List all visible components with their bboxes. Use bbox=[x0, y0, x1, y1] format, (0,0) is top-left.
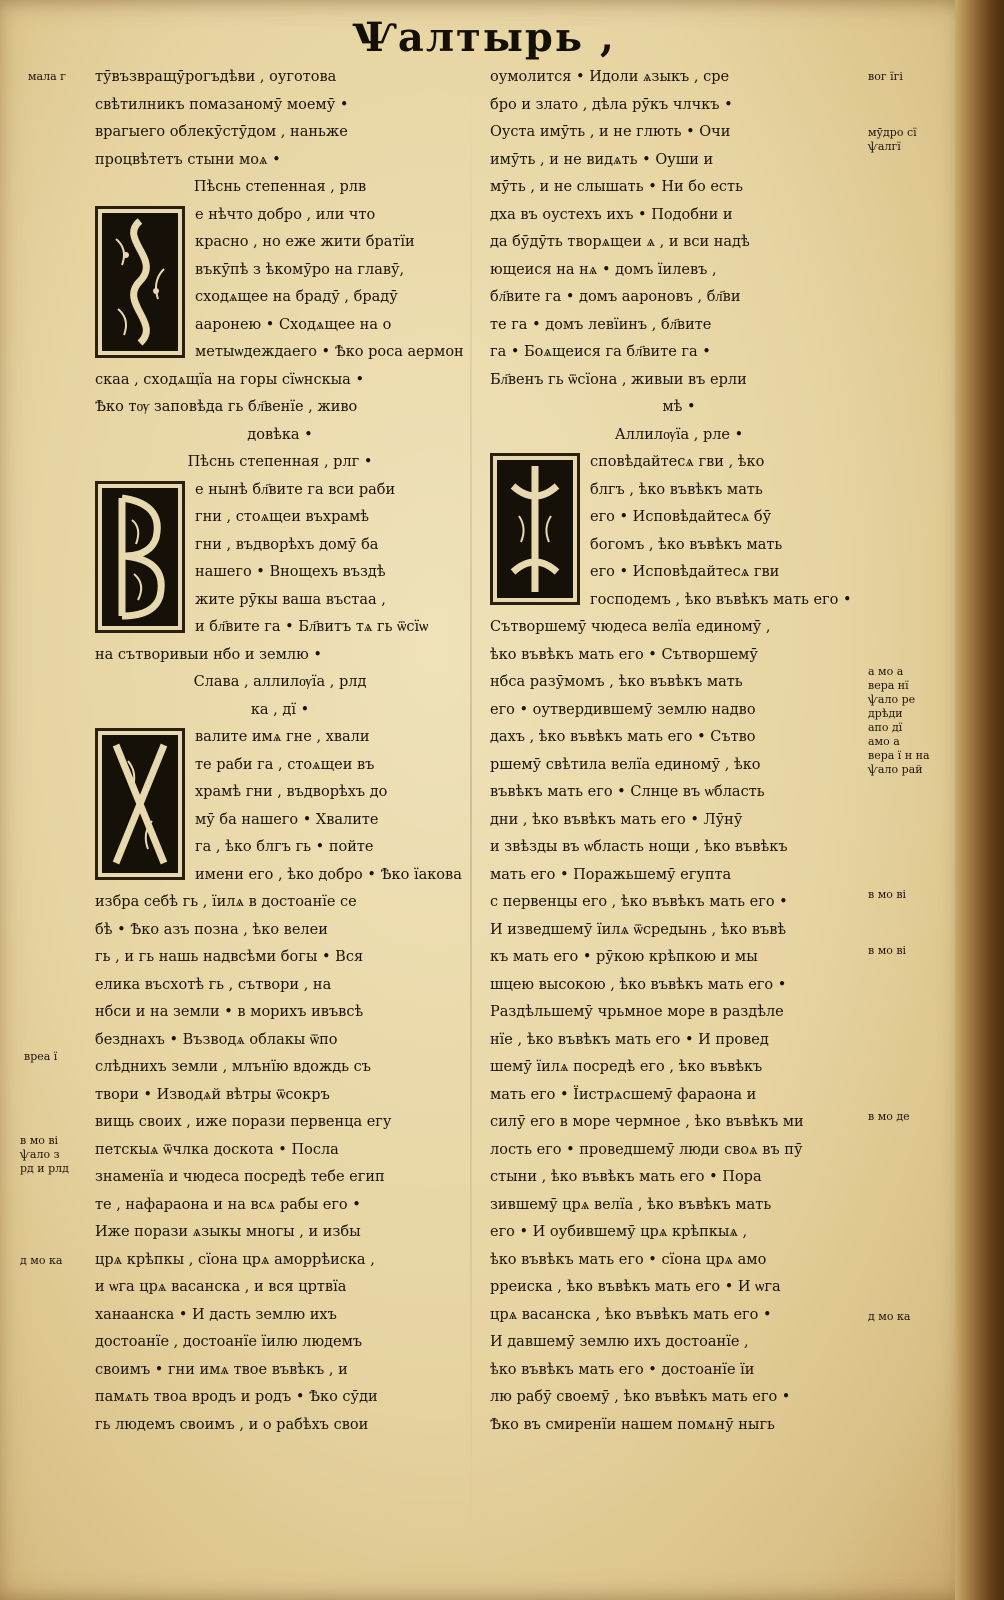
section-heading: Аллилѹїа , рле • bbox=[614, 426, 744, 443]
margin-note: в мо де bbox=[868, 1110, 910, 1123]
ornament-icon bbox=[98, 731, 182, 877]
text-line: га • Боѧщеися га бл҃вите га • bbox=[490, 344, 711, 360]
text-line: валите имѧ гне , хвали bbox=[195, 729, 370, 745]
text-line: въкӯпѣ з ѣкомӯро на главӯ, bbox=[195, 261, 405, 278]
text-line: Ѣко въ смиренїи нашем помѧнӯ ныгь bbox=[490, 1416, 775, 1433]
text-line: Бл҃венъ гь ѿсїона , живыи въ ерли bbox=[490, 371, 747, 388]
text-line: гни , стоѧщеи въхрамѣ bbox=[195, 509, 370, 525]
text-line: избра себѣ гь , їилѧ в достоанїе се bbox=[95, 894, 357, 910]
text-line: Ѣко тѹ заповѣда гь бл҃венїе , живо bbox=[95, 399, 358, 415]
margin-note: вреа ї bbox=[24, 1050, 58, 1063]
margin-note: мӯдро сї ѱалгї bbox=[868, 126, 917, 153]
page-title: Ѱалтырь , bbox=[352, 14, 616, 61]
text-line: нбса разӯмомъ , ѣко въвѣкъ мать bbox=[490, 674, 743, 690]
margin-note: а мо а вера нї ѱало ре дрѣди апо дї амо а вера ї н на ѱало рай bbox=[868, 665, 930, 776]
text-line: елика въсхотѣ гь , сътвори , на bbox=[95, 976, 332, 993]
column-gutter bbox=[470, 70, 472, 1550]
text-line: безднахъ • Възводѧ облакы ѿпо bbox=[95, 1031, 338, 1048]
margin-note: вог їгі bbox=[868, 70, 903, 83]
text-line: памѧть твоа вродъ и родъ • Ѣко сӯди bbox=[95, 1389, 378, 1405]
text-line: мѣ • bbox=[662, 399, 696, 415]
text-line: И изведшемӯ їилѧ ѿсредынь , ѣко въвѣ bbox=[490, 921, 787, 938]
margin-note: в мо ві bbox=[868, 944, 907, 957]
text-line: метыѡдеждаего • Ѣко роса аермон bbox=[195, 344, 464, 360]
text-line: дахъ , ѣко въвѣкъ мать его • Сътво bbox=[490, 729, 756, 745]
text-line: стыни , ѣко въвѣкъ мать его • Пора bbox=[490, 1169, 762, 1185]
text-line: знаменїа и чюдеса посредѣ тебе егип bbox=[95, 1169, 385, 1185]
text-line: процвѣтетъ стыни моѧ • bbox=[95, 151, 281, 168]
text-line: вищь своих , иже порази первенца егу bbox=[95, 1114, 392, 1130]
text-line: мать его • Їистрѧсшемӯ фараона и bbox=[490, 1086, 757, 1103]
text-line: господемъ , ѣко въвѣкъ мать его • bbox=[590, 591, 852, 608]
section-heading: Слава , аллилѹїа , рлд bbox=[193, 674, 367, 690]
text-line: его • Исповѣдайтесѧ бӯ bbox=[590, 509, 772, 525]
text-line: имӯть , и не видѧть • Оуши и bbox=[490, 151, 714, 168]
text-line: и ѡга црѧ васанска , и вся цртвїа bbox=[95, 1279, 347, 1295]
text-line: шцею высокою , ѣко въвѣкъ мать его • bbox=[490, 976, 787, 993]
ornament-icon bbox=[493, 456, 577, 602]
text-line: лость его • проведшемӯ люди своѧ въ пӯ bbox=[490, 1141, 803, 1158]
text-line: мӯть , и не слышать • Ни бо есть bbox=[490, 179, 743, 195]
text-line: нїе , ѣко въвѣкъ мать его • И провед bbox=[490, 1031, 769, 1048]
ornament-icon bbox=[98, 209, 182, 355]
text-line: гь , и гь нашь надвсѣми богы • Вся bbox=[95, 949, 364, 965]
section-heading: Пѣснь степенная , рлв bbox=[193, 179, 367, 195]
text-line: бл҃вите га • домъ аароновъ , бл҃ви bbox=[490, 289, 741, 305]
text-line: твори • Изводѧй вѣтры ѿсокръ bbox=[95, 1086, 330, 1103]
text-line: И давшемӯ землю ихъ достоанїе , bbox=[490, 1334, 749, 1350]
text-line: црѧ васанска , ѣко въвѣкъ мать его • bbox=[490, 1306, 772, 1323]
decorated-initial-letter bbox=[490, 453, 580, 605]
text-line: ѣко въвѣкъ мать его • Сътворшемӯ bbox=[490, 646, 758, 663]
text-line: лю рабӯ своемӯ , ѣко въвѣкъ мать его • bbox=[490, 1389, 791, 1405]
ornament-icon bbox=[98, 484, 182, 630]
text-line: с первенцы его , ѣко въвѣкъ мать его • bbox=[490, 894, 788, 910]
text-line: врагыего облекӯстӯдом , наньже bbox=[95, 124, 348, 140]
text-line: дха въ оустехъ ихъ • Подобни и bbox=[490, 206, 733, 223]
margin-note: д мо ка bbox=[868, 1310, 911, 1323]
text-line: въвѣкъ мать его • Слнце въ ѡбласть bbox=[490, 784, 765, 800]
text-line: петскыѧ ѿчлка доскота • Посла bbox=[95, 1141, 339, 1158]
text-line: Иже порази ѧзыкы многы , и избы bbox=[95, 1224, 361, 1240]
text-line: силӯ его в море чермное , ѣко въвѣкъ ми bbox=[490, 1114, 804, 1130]
margin-note: в мо ві ѱало з рд и рлд bbox=[20, 1134, 69, 1175]
left-column bbox=[95, 64, 465, 1439]
text-line: красно , но еже жити братїи bbox=[195, 234, 415, 250]
text-line: гни , въдворѣхъ домӯ ба bbox=[195, 536, 379, 553]
text-line: бѣ • Ѣко азъ позна , ѣко велеи bbox=[95, 921, 328, 938]
text-line: его • Исповѣдайтесѧ гви bbox=[590, 564, 780, 580]
text-line: е нынѣ бл҃вите га вси раби bbox=[195, 481, 396, 498]
text-line: храмѣ гни , въдворѣхъ до bbox=[195, 784, 388, 800]
decorated-initial-letter bbox=[95, 728, 185, 880]
text-line: на сътворивыи нбо и землю • bbox=[95, 646, 322, 663]
text-line: его • И оубившемӯ црѧ крѣпкыѧ , bbox=[490, 1224, 748, 1240]
text-line: нашего • Внощехъ въздѣ bbox=[195, 564, 386, 580]
text-line: его • оутвердившемӯ землю надво bbox=[490, 701, 756, 718]
text-line: црѧ крѣпкы , сїона црѧ аморрѣиска , bbox=[95, 1251, 375, 1268]
right-column bbox=[490, 64, 868, 1439]
text-line: мать его • Поражьшемӯ егупта bbox=[490, 866, 732, 883]
text-line: и звѣзды въ ѡбласть нощи , ѣко въвѣкъ bbox=[490, 839, 788, 855]
text-line: ршемӯ свѣтила велїа единомӯ , ѣко bbox=[490, 756, 761, 773]
section-heading: ка , дї • bbox=[250, 701, 310, 718]
text-line: довѣка • bbox=[247, 426, 313, 443]
text-line: скаа , сходѧщїа на горы сїѡнскыа • bbox=[95, 371, 364, 388]
margin-note: д мо ка bbox=[20, 1254, 63, 1267]
text-line: е нѣчто добро , или что bbox=[195, 206, 376, 223]
margin-note: в мо ві bbox=[868, 888, 907, 901]
page-edge bbox=[955, 0, 1004, 1600]
text-line: и бл҃вите га • Бл҃витъ тѧ гь ѿсїѡ bbox=[195, 619, 429, 635]
text-line: нбси и на земли • в морихъ ивъвсѣ bbox=[95, 1004, 364, 1020]
text-line: Раздѣльшемӯ чрьмное море в раздѣле bbox=[490, 1004, 784, 1020]
text-line: зившемӯ црѧ велїа , ѣко въвѣкъ мать bbox=[490, 1196, 772, 1213]
text-line: ааронею • Сходѧщее на о bbox=[195, 316, 392, 333]
text-line: га , ѣко блгъ гь • пойте bbox=[195, 839, 374, 855]
text-line: те раби га , стоѧщеи въ bbox=[195, 756, 375, 773]
text-line: те , нафараона и на всѧ рабы его • bbox=[95, 1196, 361, 1213]
text-line: ющеися на нѧ • домъ їилевъ , bbox=[490, 261, 717, 278]
text-line: имени его , ѣко добро • Ѣко їакова bbox=[195, 866, 462, 883]
text-line: оумолится • Идоли ѧзыкъ , сре bbox=[490, 69, 730, 85]
text-line: жите рӯкы ваша въстаа , bbox=[195, 591, 386, 608]
text-line: богомъ , ѣко въвѣкъ мать bbox=[590, 536, 783, 553]
text-line: къ мать его • рӯкою крѣпкою и мы bbox=[490, 949, 758, 965]
decorated-initial-letter bbox=[95, 206, 185, 358]
text-line: шемӯ їилѧ посредѣ его , ѣко въвѣкъ bbox=[490, 1059, 763, 1075]
text-line: свѣтилникъ помазаномӯ моемӯ • bbox=[95, 96, 349, 113]
text-line: ѣко въвѣкъ мать его • достоанїе їи bbox=[490, 1361, 755, 1378]
text-line: блгъ , ѣко въвѣкъ мать bbox=[590, 481, 763, 498]
text-line: гь людемъ своимъ , и о рабѣхъ свои bbox=[95, 1416, 369, 1433]
text-line: да бӯдӯть творѧщеи ѧ , и вси надѣ bbox=[490, 234, 750, 250]
text-line: сходѧщее на брадӯ , брадӯ bbox=[195, 289, 398, 305]
decorated-initial-letter bbox=[95, 481, 185, 633]
margin-note: мала г bbox=[28, 70, 66, 83]
text-line: мӯ ба нашего • Хвалите bbox=[195, 811, 379, 828]
text-line: своимъ • гни имѧ твое въвѣкъ , и bbox=[95, 1361, 348, 1378]
text-line: достоанїе , достоанїе їилю людемъ bbox=[95, 1334, 363, 1350]
text-line: сповѣдайтесѧ гви , ѣко bbox=[590, 454, 765, 470]
text-line: ѣко въвѣкъ мать его • сїона црѧ амо bbox=[490, 1251, 767, 1268]
text-line: Оуста имӯть , и не глють • Очи bbox=[490, 124, 731, 140]
text-line: тӯвъзвращӯрогъдѣви , оуготова bbox=[95, 69, 337, 85]
text-line: слѣднихъ земли , млънїю вдождь съ bbox=[95, 1059, 372, 1075]
text-line: Сътворшемӯ чюдеса велїа единомӯ , bbox=[490, 619, 771, 635]
section-heading: Пѣснь степенная , рлг • bbox=[187, 454, 373, 470]
text-line: дни , ѣко въвѣкъ мать его • Лӯнӯ bbox=[490, 811, 743, 828]
text-line: бро и злато , дѣла рӯкъ члчкъ • bbox=[490, 96, 733, 113]
text-line: ханаанска • И дасть землю ихъ bbox=[95, 1306, 337, 1323]
text-line: те га • домъ левїинъ , бл҃вите bbox=[490, 316, 712, 333]
text-line: рреиска , ѣко въвѣкъ мать его • И ѡга bbox=[490, 1279, 781, 1295]
